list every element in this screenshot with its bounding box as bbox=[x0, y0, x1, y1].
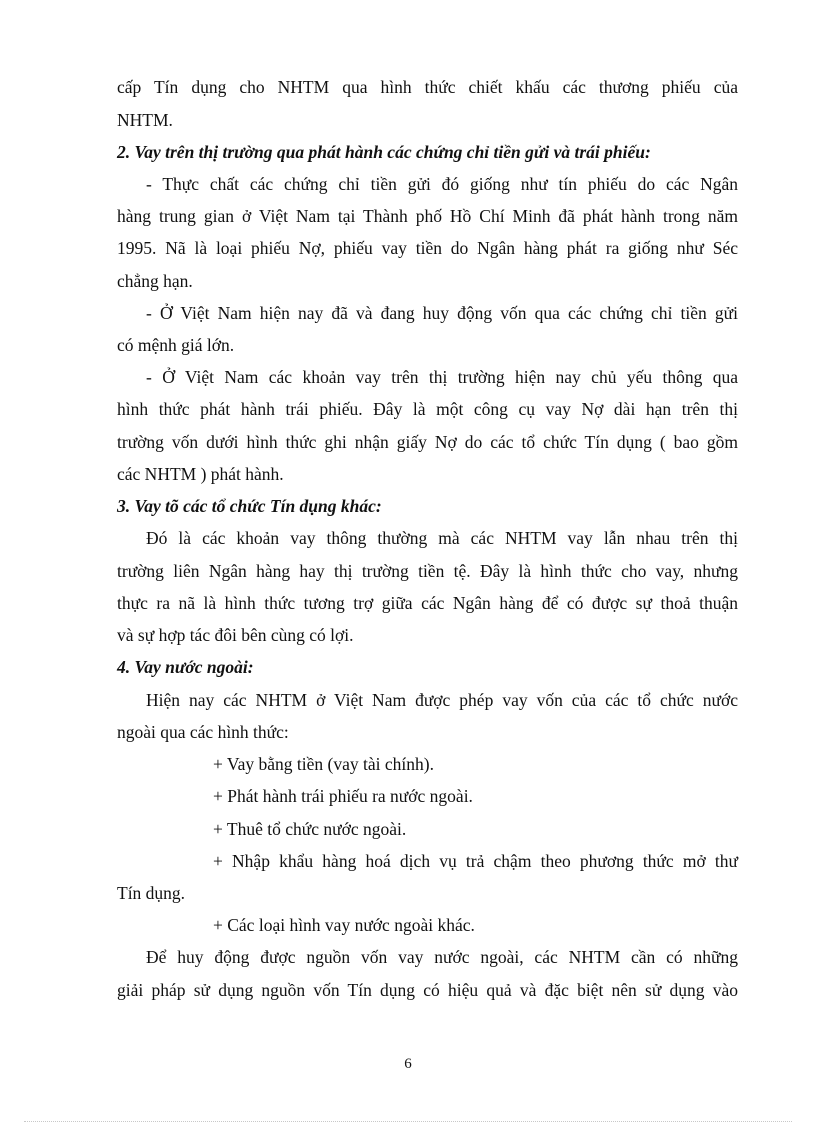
list-item: + Các loại hình vay nước ngoài khác. bbox=[213, 915, 475, 935]
body-line: thực ra nã là hình thức tương trợ giữa các Ngân hàng để có được sự thoả thuận bbox=[117, 593, 738, 613]
section-heading: 4. Vay nước ngoài: bbox=[117, 657, 254, 677]
body-line: - Ở Việt Nam các khoản vay trên thị trường hiện nay chủ yếu thông qua bbox=[146, 367, 738, 387]
body-line: - Ở Việt Nam hiện nay đã và đang huy động vốn qua các chứng chỉ tiền gửi bbox=[146, 303, 738, 323]
body-line: Tín dụng. bbox=[117, 883, 186, 903]
body-line: và sự hợp tác đôi bên cùng có lợi. bbox=[117, 625, 354, 645]
body-line: chẳng hạn. bbox=[117, 271, 193, 291]
list-item: + Vay bằng tiền (vay tài chính). bbox=[213, 754, 434, 774]
body-line: giải pháp sử dụng nguồn vốn Tín dụng có hiệu quả và đặc biệt nên sử dụng vào bbox=[117, 980, 738, 1000]
section-heading: 3. Vay tõ các tổ chức Tín dụng khác: bbox=[117, 496, 382, 516]
body-line: Để huy động được nguồn vốn vay nước ngoài, các NHTM cần có những bbox=[146, 947, 738, 967]
body-line: Đó là các khoản vay thông thường mà các NHTM vay lẫn nhau trên thị bbox=[146, 528, 738, 548]
page-bottom-rule bbox=[24, 1121, 792, 1122]
body-line: cấp Tín dụng cho NHTM qua hình thức chiết khấu các thương phiếu của bbox=[117, 77, 738, 97]
list-item: + Phát hành trái phiếu ra nước ngoài. bbox=[213, 786, 473, 806]
body-line: trường liên Ngân hàng hay thị trường tiền tệ. Đây là hình thức cho vay, nhưng bbox=[117, 561, 738, 581]
list-item: + Thuê tổ chức nước ngoài. bbox=[213, 819, 407, 839]
body-line: có mệnh giá lớn. bbox=[117, 335, 235, 355]
body-line: - Thực chất các chứng chỉ tiền gửi đó giống như tín phiếu do các Ngân bbox=[146, 174, 738, 194]
body-line: các NHTM ) phát hành. bbox=[117, 464, 284, 484]
section-heading: 2. Vay trên thị trường qua phát hành các chứng chỉ tiền gửi và trái phiếu: bbox=[117, 142, 651, 162]
body-line: NHTM. bbox=[117, 110, 173, 130]
body-line: trường vốn dưới hình thức ghi nhận giấy Nợ do các tổ chức Tín dụng ( bao gồm bbox=[117, 432, 738, 452]
body-line: hình thức phát hành trái phiếu. Đây là một công cụ vay Nợ dài hạn trên thị bbox=[117, 399, 738, 419]
body-line: ngoài qua các hình thức: bbox=[117, 722, 289, 742]
body-line: Hiện nay các NHTM ở Việt Nam được phép vay vốn của các tổ chức nước bbox=[146, 690, 738, 710]
body-line: 1995. Nã là loại phiếu Nợ, phiếu vay tiền do Ngân hàng phát ra giống như Séc bbox=[117, 238, 738, 258]
list-item: + Nhập khẩu hàng hoá dịch vụ trả chậm theo phương thức mở thư bbox=[213, 851, 738, 871]
body-line: hàng trung gian ở Việt Nam tại Thành phố Hồ Chí Minh đã phát hành trong năm bbox=[117, 206, 738, 226]
page-number: 6 bbox=[404, 1056, 412, 1072]
